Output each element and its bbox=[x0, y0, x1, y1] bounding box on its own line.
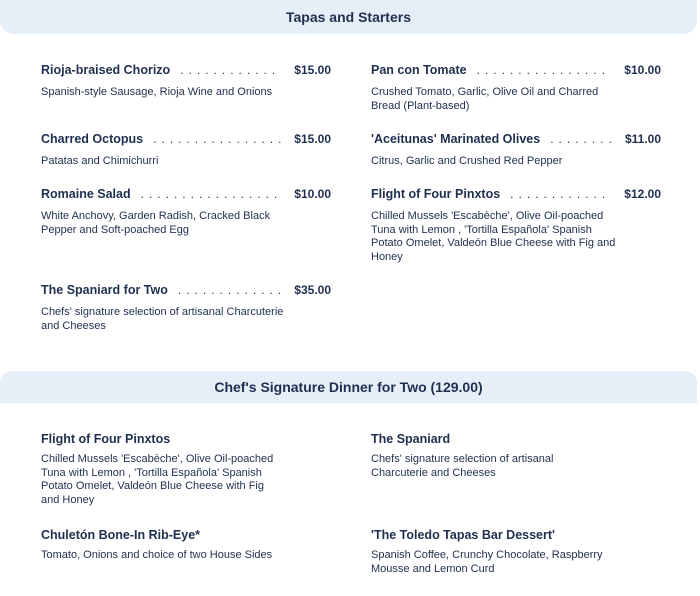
dot-leader bbox=[550, 133, 611, 145]
item-name: 'The Toledo Tapas Bar Dessert' bbox=[371, 528, 556, 542]
item-description: Spanish-style Sausage, Rioja Wine and Onions bbox=[41, 86, 273, 98]
item-description: Patatas and Chimichurri bbox=[41, 155, 159, 167]
dot-leader bbox=[180, 64, 281, 76]
menu-item bbox=[371, 187, 661, 264]
item-description: White Anchovy, Garden Radish, Cracked Black Pepper and Soft-poached Egg bbox=[41, 210, 271, 236]
item-name: Pan con Tomate bbox=[371, 63, 467, 77]
dot-leader bbox=[510, 188, 611, 200]
item-description: Crushed Tomato, Garlic, Olive Oil and Charred Bread (Plant-based) bbox=[371, 86, 599, 112]
item-name: The Spaniard bbox=[371, 432, 451, 446]
item-description: Chefs' signature selection of artisanal Charcuterie and Cheeses bbox=[371, 453, 554, 479]
menu-item bbox=[41, 526, 331, 563]
item-description: Citrus, Garlic and Crushed Red Pepper bbox=[371, 155, 563, 167]
item-description: Chilled Mussels 'Escabèche', Olive Oil-poached Tuna with Lemon , 'Tortilla Española' Spanish Potato Omelet, Valdeón Blue Cheese with Fig and Honey bbox=[41, 453, 274, 506]
item-name: Chuletón Bone-In Rib-Eye* bbox=[41, 528, 201, 542]
dot-leader bbox=[178, 284, 281, 296]
dot-leader bbox=[477, 64, 611, 76]
item-price: $12.00 bbox=[624, 187, 661, 201]
item-name: Flight of Four Pinxtos bbox=[41, 432, 171, 446]
item-price: $11.00 bbox=[624, 132, 661, 146]
item-name: Rioja-braised Chorizo bbox=[41, 63, 171, 77]
section-header-dinner bbox=[0, 371, 697, 403]
item-name: Charred Octopus bbox=[41, 132, 144, 146]
menu-item bbox=[41, 283, 331, 333]
item-price: $10.00 bbox=[294, 187, 331, 201]
menu-item bbox=[371, 63, 661, 113]
menu-item bbox=[41, 63, 331, 100]
section-title: Chef's Signature Dinner for Two (129.00) bbox=[214, 379, 483, 395]
menu-item bbox=[41, 430, 331, 507]
item-price: $35.00 bbox=[294, 283, 331, 297]
item-price: $15.00 bbox=[294, 63, 331, 77]
menu-item bbox=[371, 132, 661, 169]
item-name: 'Aceitunas' Marinated Olives bbox=[371, 132, 541, 146]
item-name: Romaine Salad bbox=[41, 187, 131, 201]
menu-item bbox=[371, 430, 661, 480]
menu-item bbox=[371, 526, 661, 576]
dot-leader bbox=[141, 188, 281, 200]
menu-item bbox=[41, 132, 331, 169]
dot-leader bbox=[153, 133, 281, 145]
item-name: Flight of Four Pinxtos bbox=[371, 187, 501, 201]
item-price: $10.00 bbox=[624, 63, 661, 77]
section-title: Tapas and Starters bbox=[285, 9, 411, 25]
item-description: Tomato, Onions and choice of two House Sides bbox=[41, 549, 273, 561]
item-name: The Spaniard for Two bbox=[41, 283, 168, 297]
item-description: Spanish Coffee, Crunchy Chocolate, Raspberry Mousse and Lemon Curd bbox=[371, 549, 603, 575]
item-description: Chilled Mussels 'Escabèche', Olive Oil-poached Tuna with Lemon , 'Tortilla Española' Spanish Potato Omelet, Valdeón Blue Cheese with Fig and Honey bbox=[371, 210, 616, 263]
section-header-tapas bbox=[0, 0, 697, 34]
item-price: $15.00 bbox=[294, 132, 331, 146]
menu-item bbox=[41, 187, 331, 237]
item-description: Chefs' signature selection of artisanal Charcuterie and Cheeses bbox=[41, 306, 284, 332]
